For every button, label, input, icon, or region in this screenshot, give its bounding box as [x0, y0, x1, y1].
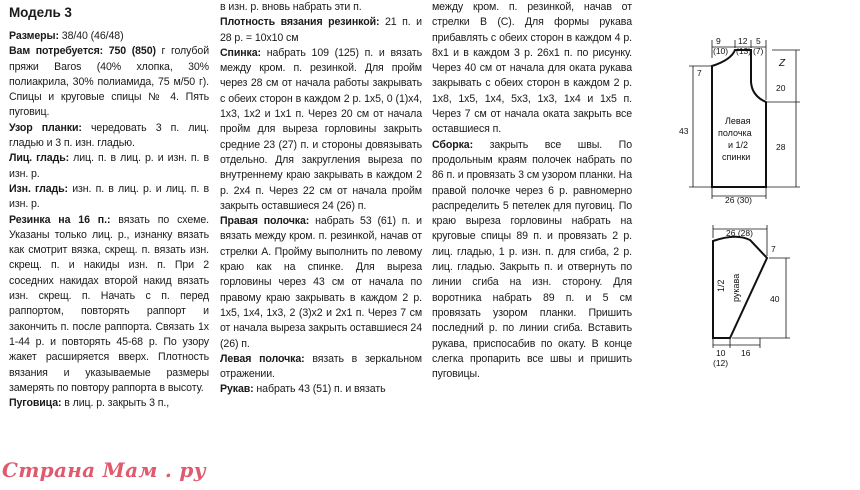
left-front-paragraph: [220, 352, 422, 383]
density-paragraph: [220, 15, 422, 46]
body-label-z: Z: [779, 58, 786, 69]
density-value: 21 п. и 28 р. = 10х10 см: [220, 16, 422, 44]
body-outline: [712, 50, 766, 187]
sleeve-dim-7: 7: [771, 244, 776, 254]
density-label: Плотность вязания резинкой:: [220, 16, 380, 29]
body-top-dim-5: 5: [756, 36, 761, 46]
body-top-dim-7: (7): [753, 46, 764, 56]
left-front-label: Левая полочка:: [220, 352, 305, 365]
back-label: Спинка:: [220, 46, 261, 59]
sizes-paragraph: [9, 29, 209, 44]
reverse-stockinette-value: изн. п. в лиц. р. и лиц. п. в изн. р.: [9, 182, 209, 211]
stockinette-paragraph: [9, 151, 209, 182]
sleeve-top-dim: 26 (28): [726, 228, 753, 238]
assembly-value: закрыть все швы. По продольным краям полочек набрать по 86 п. и провязать 3 см узором планки. На правой полочке через 6 р. равномерно распределить 5 петелек для пуговиц. По краю выреза горловины набрать на круговые спицы 89 п. и провязать 2 р. лиц. гладью, 1 р. изн. п. для сгиба, 2 р. лиц. гладью. Закрыть п. и отвернуть по линии сгиба на изн. сторону. Для воротника набрать 89 п. и 5 см провязать узором планки. Пришить последний р. по линии сгиба. Вставить рукава, приспосабив по окату. В конце слегка пропарить все швы и пришить пуговицы.: [432, 138, 632, 381]
assembly-paragraph: [432, 138, 632, 383]
sleeve-bottom-dim-16: 16: [741, 348, 751, 358]
buttonhole-label: Пуговица:: [9, 397, 62, 410]
sleeve-continuation-paragraph: между кром. п. резинкой, начав от стрелки В (С). Для формы рукава прибавлять с обеих сторон в каждом 4 р. 8х1 и в каждом 3 р. 26х1 п. по рисунку. Через 40 см от начала для оката рукава закрывать с обеих сторон в каждом 2 р. 1х8, 1х5, 1х4, 5х3, 1х3, 1х4 и 1х5 п. Через 7 см от начала оката закрыть все оставшиеся п.: [432, 1, 632, 136]
materials-paragraph: [9, 44, 209, 120]
sleeve-dimension-lines: [713, 225, 790, 348]
text-column-1: [9, 0, 209, 411]
sleeve-outline: [713, 237, 767, 338]
left-front-value: вязать в зеркальном отражении.: [220, 352, 422, 381]
stockinette-label: Лиц. гладь:: [9, 152, 70, 165]
text-column-2: [220, 0, 422, 398]
sleeve-bottom-dim-12: (12): [713, 358, 729, 368]
body-dim-bottom: 26 (30): [725, 195, 752, 205]
continuation-paragraph: в изн. р. вновь набрать эти п.: [220, 1, 362, 13]
buttonhole-paragraph: [9, 396, 209, 411]
sleeve-bottom-dim-10: 10: [716, 348, 726, 358]
right-front-value: набрать 53 (61) п. и вязать между кром. п. резинкой, начав от стрелки А. Пройму выполнить по левому краю как на спинке. Для выреза горловины через 43 см от начала по правому краю закрывать в каждом 2 р. 1х5, 1х4, 1х3, 2 (3)х2 и 2х1 п. Через 7 см от начала выреза закрыть оставшиеся 24 (26) п.: [220, 215, 422, 350]
materials-value: г голубой пряжи Baros (40% хлопка, 30% полиакрила, 30% полиамида, 75 м/50 г). Спицы и круговые спицы № 4. Пять пуговиц.: [9, 45, 210, 119]
strip-pattern-label: Узор планки:: [9, 121, 82, 134]
sleeve-value: набрать 43 (51) п. и вязать: [253, 383, 386, 396]
right-front-paragraph: [220, 214, 422, 352]
body-dim-20: 20: [776, 83, 786, 93]
sizes-value: 38/40 (46/48): [58, 30, 124, 42]
sleeve-piece-label-1: 1/2: [716, 279, 726, 292]
body-top-dim-9: 9: [716, 36, 721, 46]
body-dimension-lines: [689, 40, 800, 199]
materials-label: Вам потребуется: 750 (850): [9, 45, 156, 58]
sizes-label: Размеры:: [9, 30, 59, 42]
body-piece-label-2: полочка: [718, 128, 752, 138]
assembly-label: Сборка:: [432, 138, 474, 151]
reverse-stockinette-label: Изн. гладь:: [9, 182, 68, 195]
body-top-dim-10: (10): [713, 46, 729, 56]
sleeve-piece-label-2: рукава: [731, 273, 741, 302]
body-piece-label-1: Левая: [725, 116, 751, 126]
body-top-dim-13: (13): [736, 46, 752, 56]
buttonhole-value: в лиц. р. закрыть 3 п.,: [61, 397, 170, 410]
strip-pattern-paragraph: [9, 121, 209, 152]
rib-label: Резинка на 16 п.:: [9, 213, 111, 226]
site-watermark: Страна Мам . ру: [2, 458, 206, 482]
sleeve-dim-40: 40: [770, 294, 780, 304]
body-top-dim-12: 12: [738, 36, 748, 46]
body-piece-label-4: спинки: [722, 152, 751, 162]
text-column-3: [432, 0, 632, 382]
page-title: Модель 3: [9, 5, 72, 20]
body-dim-43: 43: [679, 126, 689, 136]
sleeve-label: Рукав:: [220, 383, 254, 396]
back-paragraph: [220, 46, 422, 214]
right-front-label: Правая полочка:: [220, 215, 310, 228]
strip-pattern-value: чередовать 3 п. лиц. гладью и 3 п. изн. гладью.: [9, 121, 209, 150]
back-value: набрать 109 (125) п. и вязать между кром. п. резинкой. Для пройм через 28 см от начала работы закрывать с обеих сторон в каждом 2 р. 1х5, 0 (1)х4, 1х3, 1х2 и 1х1 п. Через 20 см от начала пройм для выреза горловины закрыть средние 23 (27) п. и стороны довязывать отдельно. Для закругления выреза по внутреннему краю закрывать в каждом 2 р. 2х4 п. Через 22 см от начала пройм закрыть оставшиеся 24 (26) п.: [220, 46, 422, 212]
sleeve-paragraph: [220, 382, 422, 397]
reverse-stockinette-paragraph: [9, 182, 209, 213]
stockinette-value: лиц. п. в лиц. р. и изн. п. в изн. р.: [9, 152, 209, 180]
body-dim-28: 28: [776, 142, 786, 152]
rib-value: вязать по схеме. Указаны только лиц. р., изнанку вязать как смотрит вязка, скрещ. п. вязать изн. скрещ. п. и накиды изн. п. При 2 соседних накидах второй накид вязать изн. скрещ. п. Начать с п. перед раппортом, повторять раппорт и закончить п. после раппорта. Связать 1х 1-44 р. и повторять 45-68 р. По узору жакет расширяется вверх. Плотность вязания и указываемые размеры замерять по повтору раппорта в высоту.: [9, 213, 209, 394]
body-dim-7: 7: [697, 68, 702, 78]
rib-paragraph: [9, 213, 209, 397]
body-piece-label-3: и 1/2: [728, 140, 749, 150]
